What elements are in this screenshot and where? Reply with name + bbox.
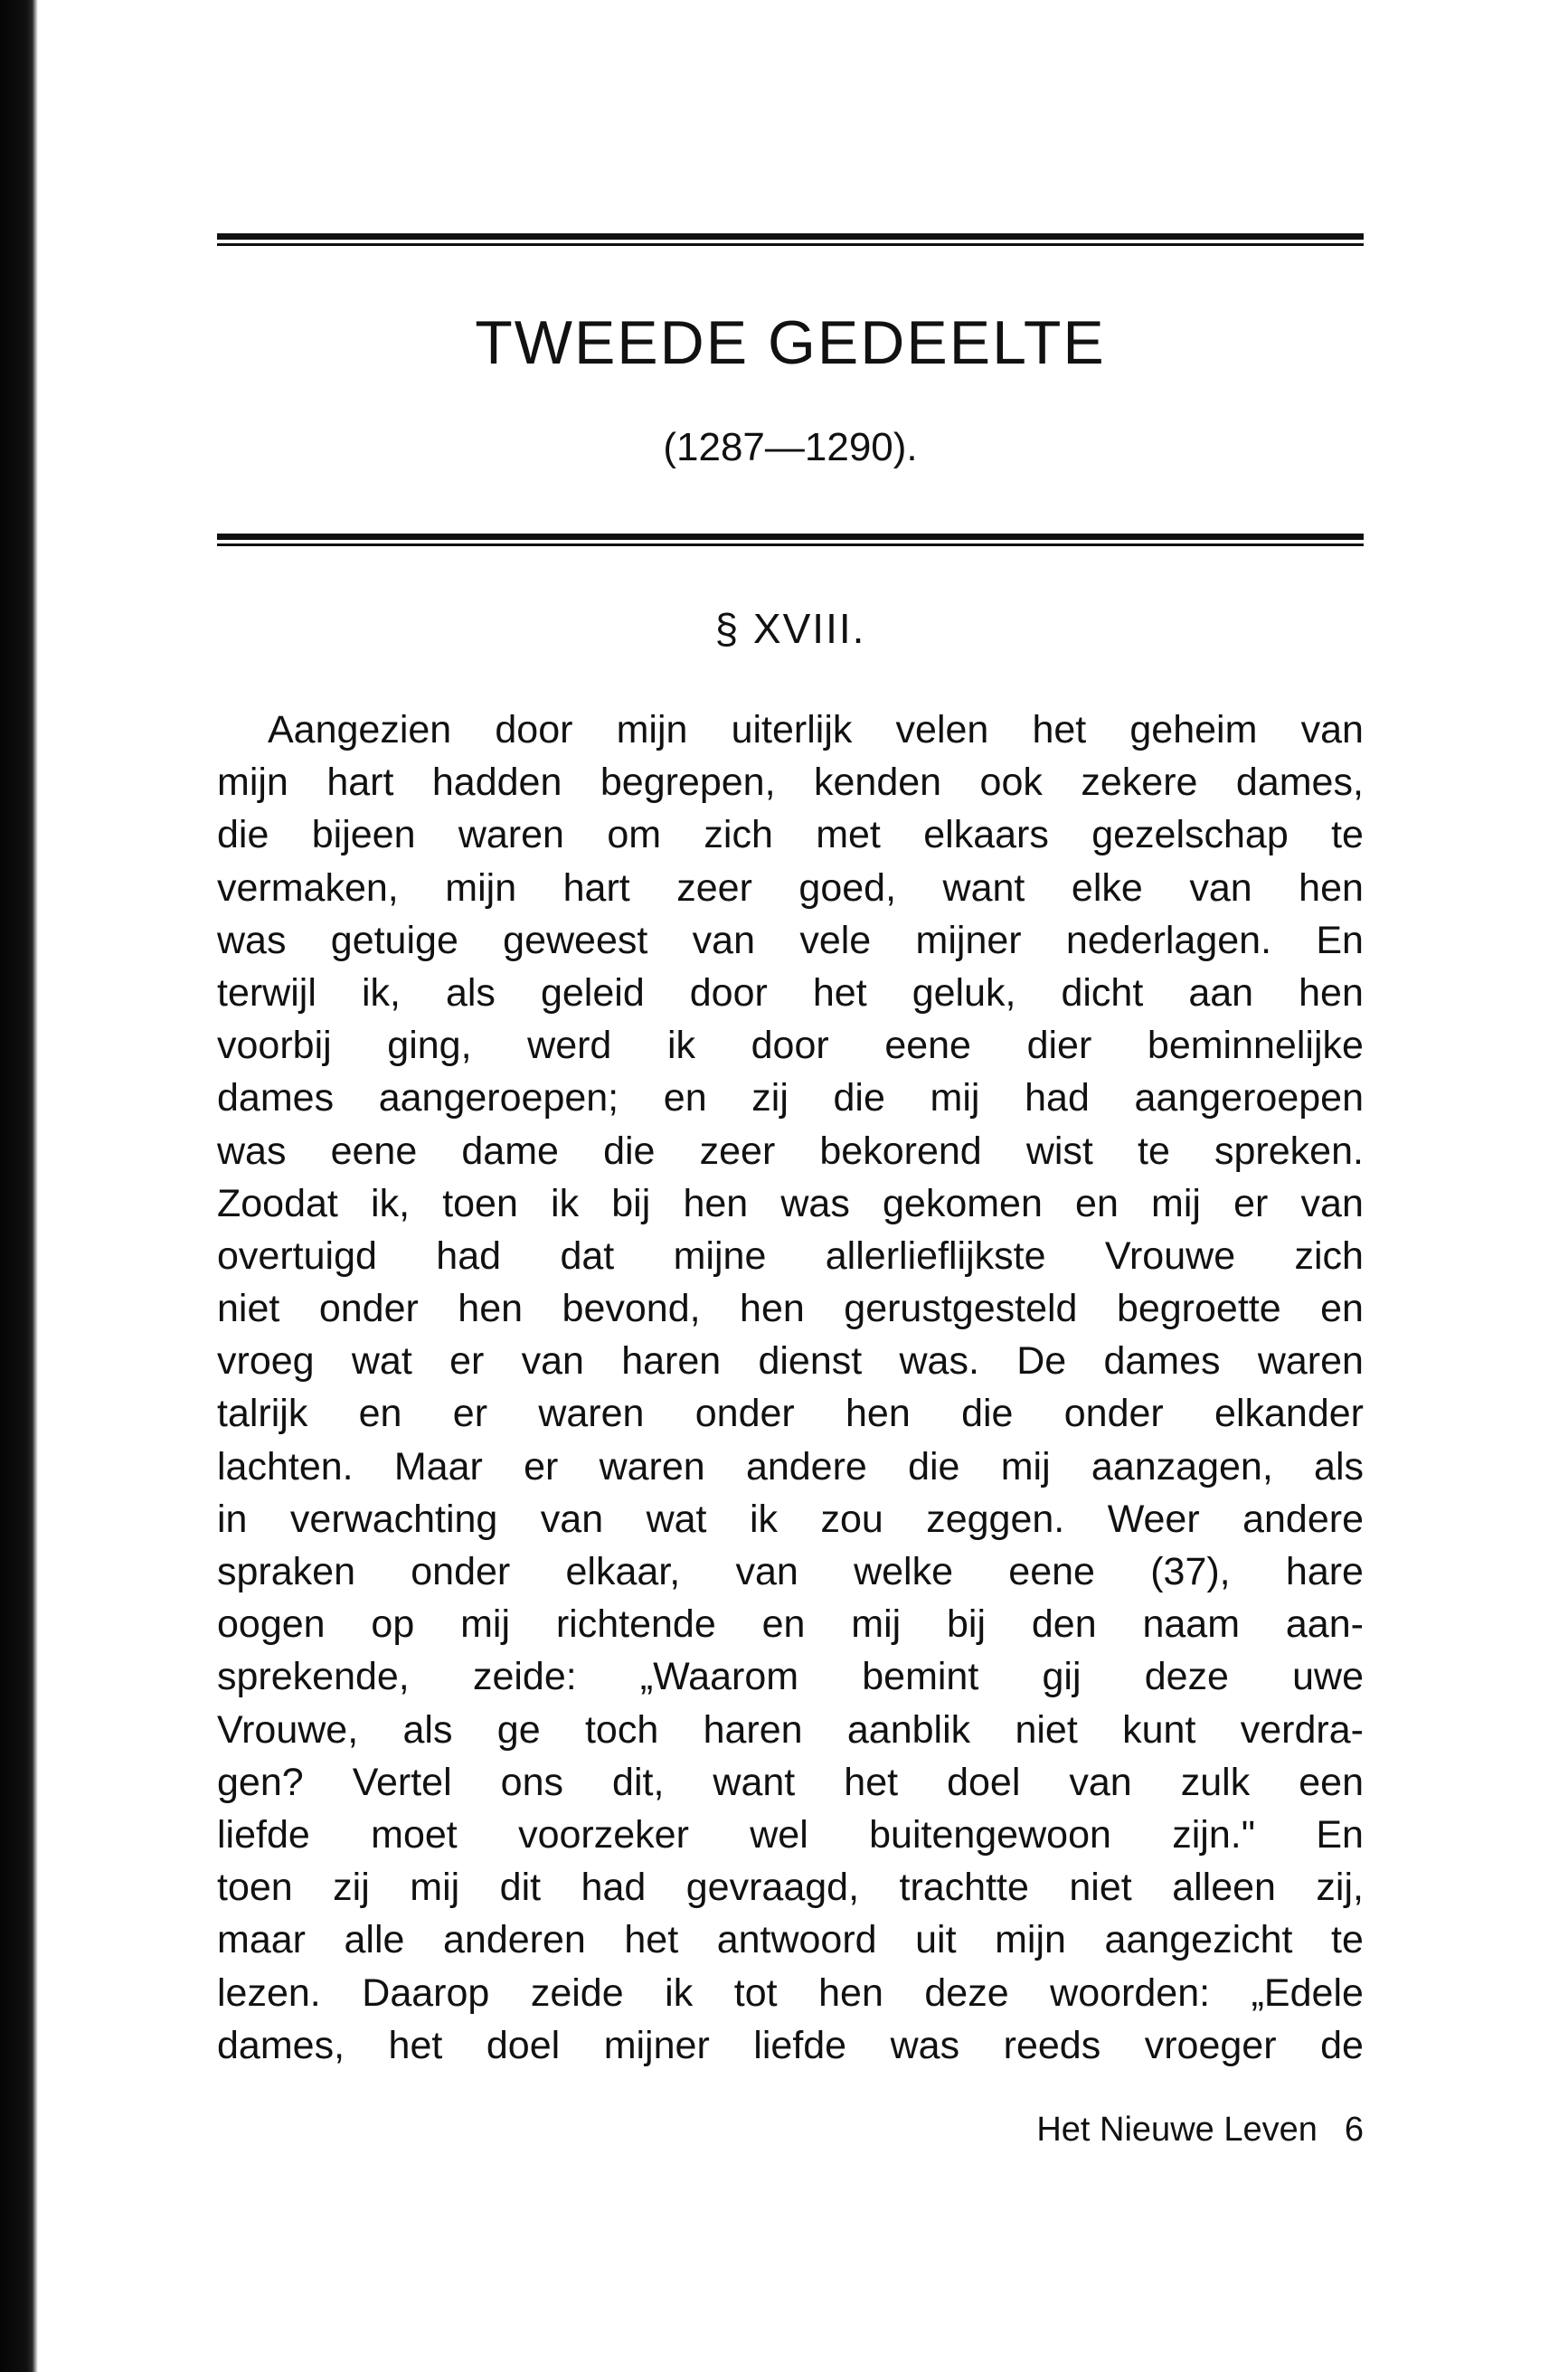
word: voorzeker xyxy=(518,1812,689,1857)
word: En xyxy=(1316,1812,1364,1857)
word: En xyxy=(1316,918,1364,962)
word: deze xyxy=(1144,1655,1229,1699)
word: (37), xyxy=(1150,1550,1231,1593)
word: dames xyxy=(217,1076,335,1120)
word: goed, xyxy=(798,865,897,910)
word: onder xyxy=(411,1550,511,1593)
footer-signature: Het Nieuwe Leven xyxy=(1036,2111,1318,2149)
word: aan xyxy=(1188,970,1254,1015)
word: gezelschap xyxy=(1091,813,1289,857)
word: die xyxy=(908,1444,960,1488)
text-line xyxy=(217,704,1364,756)
word: reeds xyxy=(1003,2023,1101,2067)
word: uiterlijk xyxy=(731,708,853,751)
word: zich xyxy=(704,813,773,857)
word: Vertel xyxy=(352,1760,452,1804)
word: er xyxy=(449,1339,485,1384)
word: door xyxy=(495,708,573,751)
word: zou xyxy=(820,1497,883,1541)
word: hen xyxy=(458,1287,524,1331)
word: geheim xyxy=(1129,708,1258,751)
word: toch xyxy=(584,1707,659,1752)
word: en xyxy=(1320,1287,1364,1331)
word: gen? xyxy=(217,1760,304,1804)
word: den xyxy=(1031,1602,1097,1647)
word: Vrouwe xyxy=(1104,1233,1236,1278)
word: die xyxy=(961,1392,1014,1436)
body-paragraph xyxy=(217,704,1364,2072)
word: dames xyxy=(1103,1339,1221,1384)
word: dier xyxy=(1026,1024,1092,1068)
word: aanzagen, xyxy=(1091,1444,1273,1488)
word: bekorend xyxy=(819,1129,982,1173)
word: verwachting xyxy=(289,1497,498,1541)
word: elke xyxy=(1071,865,1143,910)
word: trachtte xyxy=(899,1866,1029,1910)
word: zeggen. xyxy=(926,1497,1065,1541)
part-dates: (1287—1290). xyxy=(663,425,918,469)
word: tot xyxy=(733,1970,778,2015)
word: geleid xyxy=(540,970,645,1015)
word: van xyxy=(692,918,755,962)
text-line xyxy=(217,1650,1364,1703)
word: hadden xyxy=(431,761,562,805)
word: mij xyxy=(851,1602,902,1647)
word: om xyxy=(607,813,662,857)
word: zij, xyxy=(1316,1866,1364,1910)
top-double-rule xyxy=(217,233,1364,246)
word: zeide: xyxy=(472,1655,577,1699)
text-line xyxy=(217,1072,1364,1124)
word: mijn xyxy=(995,1918,1066,1962)
word: en xyxy=(663,1076,707,1120)
part-title: TWEEDE GEDEELTE xyxy=(475,308,1106,377)
word: overtuigd xyxy=(217,1233,377,1278)
word: getuige xyxy=(330,918,458,962)
word: ik xyxy=(749,1497,778,1541)
text-line xyxy=(217,1809,1364,1861)
word: er xyxy=(1233,1181,1269,1225)
word: als xyxy=(402,1707,453,1752)
word: het xyxy=(812,970,867,1015)
word: werd xyxy=(527,1024,612,1068)
word: maar xyxy=(217,1918,306,1962)
word: die xyxy=(603,1129,656,1173)
word: beminnelijke xyxy=(1147,1024,1364,1068)
word: kunt xyxy=(1122,1707,1196,1752)
word: mijner xyxy=(915,918,1022,962)
word: het xyxy=(1032,708,1087,751)
word: gevraagd, xyxy=(685,1866,860,1910)
text-line xyxy=(217,1019,1364,1072)
word: alle xyxy=(344,1918,405,1962)
word: niet xyxy=(1069,1866,1132,1910)
word: het xyxy=(388,2023,443,2067)
word: hen xyxy=(1299,970,1364,1015)
word: waren xyxy=(538,1392,645,1436)
word: door xyxy=(689,970,768,1015)
word: van xyxy=(735,1550,798,1593)
word: hen xyxy=(740,1287,805,1331)
word: hen xyxy=(818,1970,883,2015)
word: toen xyxy=(217,1866,293,1910)
word: hen xyxy=(845,1392,911,1436)
word: zich xyxy=(1294,1233,1364,1278)
word: en xyxy=(1075,1181,1119,1225)
word: hart xyxy=(326,761,394,805)
word: liefde xyxy=(217,1812,310,1857)
word: als xyxy=(1314,1444,1364,1488)
rule-thick xyxy=(217,534,1364,540)
rule-thin xyxy=(217,543,1364,546)
word: velen xyxy=(895,708,989,751)
text-line xyxy=(217,1704,1364,1756)
word: van xyxy=(521,1339,584,1384)
word: zeer xyxy=(676,865,752,910)
word: uit xyxy=(915,1918,957,1962)
word: was xyxy=(217,918,287,962)
word: had xyxy=(436,1233,502,1278)
word: ik xyxy=(665,1970,694,2015)
word: ik xyxy=(551,1181,580,1225)
word: moet xyxy=(371,1812,458,1857)
word: zeer xyxy=(699,1129,776,1173)
word: Vrouwe, xyxy=(217,1707,359,1752)
word: in xyxy=(217,1497,248,1541)
word: die xyxy=(833,1076,885,1120)
word: hen xyxy=(683,1181,749,1225)
word: allerlieflijkste xyxy=(825,1233,1046,1278)
word: dames, xyxy=(1235,761,1364,805)
word: bij xyxy=(947,1602,987,1647)
text-line xyxy=(217,1861,1364,1914)
rule-thick xyxy=(217,233,1364,240)
word: het xyxy=(624,1918,679,1962)
word: andere xyxy=(745,1444,867,1488)
word: elkaar, xyxy=(565,1550,681,1593)
word: mijn xyxy=(445,865,517,910)
word: aangeroepen; xyxy=(378,1076,619,1120)
word: vroeger xyxy=(1144,2023,1277,2067)
word: was xyxy=(890,2023,960,2067)
word: mij xyxy=(1000,1444,1051,1488)
word: lachten. xyxy=(217,1444,354,1488)
text-line xyxy=(217,1335,1364,1387)
word: zeide xyxy=(530,1970,624,2015)
word: terwijl xyxy=(217,970,316,1015)
text-line xyxy=(217,1545,1364,1598)
word: lezen. xyxy=(217,1970,321,2015)
word: dames, xyxy=(217,2023,345,2067)
word: mij xyxy=(1151,1181,1201,1225)
word: aan- xyxy=(1285,1602,1364,1647)
word: zulk xyxy=(1180,1760,1251,1804)
text-line xyxy=(217,1177,1364,1230)
bottom-double-rule xyxy=(217,534,1364,546)
word: waren xyxy=(599,1444,705,1488)
word: naam xyxy=(1142,1602,1241,1647)
word: De xyxy=(1016,1339,1067,1384)
word: Aangezien xyxy=(268,708,452,751)
text-line xyxy=(217,1493,1364,1545)
word: deze xyxy=(924,1970,1009,2015)
page-footer xyxy=(1036,2111,1364,2150)
word: uwe xyxy=(1292,1655,1364,1699)
word: de xyxy=(1320,2023,1364,2067)
word: mij xyxy=(410,1866,460,1910)
word: hare xyxy=(1285,1550,1364,1593)
text-line xyxy=(217,1967,1364,2019)
word: geluk, xyxy=(912,970,1016,1015)
word: geweest xyxy=(503,918,648,962)
word: vroeg xyxy=(217,1339,315,1384)
word: dit, xyxy=(612,1760,665,1804)
word: ik xyxy=(666,1024,696,1068)
word: als xyxy=(445,970,496,1015)
word: te xyxy=(1331,1918,1364,1962)
word: op xyxy=(371,1602,415,1647)
word: Maar xyxy=(393,1444,483,1488)
word: liefde xyxy=(753,2023,847,2067)
word: hen xyxy=(1299,865,1364,910)
word: had xyxy=(581,1866,647,1910)
word: begrepen, xyxy=(600,761,776,805)
word: Weer xyxy=(1107,1497,1200,1541)
word: die xyxy=(217,813,269,857)
word: waren xyxy=(1257,1339,1364,1384)
word: mijne xyxy=(673,1233,767,1278)
word: eene xyxy=(884,1024,971,1068)
word: was xyxy=(217,1129,287,1173)
text-line xyxy=(217,862,1364,914)
word: haren xyxy=(703,1707,803,1752)
word: er xyxy=(452,1392,488,1436)
word: mij xyxy=(460,1602,511,1647)
word: met xyxy=(816,813,881,857)
word: wel xyxy=(750,1812,808,1857)
word: „Edele xyxy=(1251,1970,1364,2015)
word: alleen xyxy=(1172,1866,1276,1910)
word: gij xyxy=(1042,1655,1082,1699)
word: haren xyxy=(621,1339,722,1384)
word: voorbij xyxy=(217,1024,332,1068)
word: aangeroepen xyxy=(1134,1076,1364,1120)
word: mijn xyxy=(616,708,688,751)
word: antwoord xyxy=(716,1918,877,1962)
word: richtende xyxy=(555,1602,716,1647)
word: verdra- xyxy=(1240,1707,1364,1752)
text-line xyxy=(217,1598,1364,1650)
word: mij xyxy=(930,1076,980,1120)
word: want xyxy=(713,1760,796,1804)
word: wist xyxy=(1025,1129,1093,1173)
word: van xyxy=(1189,865,1252,910)
text-line xyxy=(217,2019,1364,2072)
word: ging, xyxy=(387,1024,472,1068)
word: dicht xyxy=(1061,970,1144,1015)
word: niet xyxy=(217,1287,280,1331)
word: dienst xyxy=(758,1339,863,1384)
word: woorden: xyxy=(1050,1970,1211,2015)
rule-thin xyxy=(217,243,1364,246)
text-line xyxy=(217,1230,1364,1282)
word: bemint xyxy=(862,1655,979,1699)
word: wat xyxy=(351,1339,412,1384)
word: want xyxy=(942,865,1025,910)
word: onder xyxy=(1063,1392,1164,1436)
word: nederlagen. xyxy=(1065,918,1272,962)
word: ge xyxy=(496,1707,541,1752)
word: elkaars xyxy=(923,813,1049,857)
text-line xyxy=(217,808,1364,861)
word: dame xyxy=(461,1129,559,1173)
word: spreken. xyxy=(1214,1129,1364,1173)
word: van xyxy=(1069,1760,1132,1804)
word: gekomen xyxy=(882,1181,1043,1225)
word: wat xyxy=(646,1497,707,1541)
text-line xyxy=(217,1756,1364,1809)
word: spraken xyxy=(217,1550,355,1593)
word: hart xyxy=(562,865,630,910)
text-line xyxy=(217,756,1364,808)
word: niet xyxy=(1015,1707,1078,1752)
text-line xyxy=(217,1441,1364,1493)
text-line xyxy=(217,914,1364,967)
word: vermaken, xyxy=(217,865,399,910)
word: zij xyxy=(333,1866,370,1910)
book-binding-edge xyxy=(0,0,38,2372)
text-line xyxy=(217,1387,1364,1440)
word: ik, xyxy=(361,970,401,1015)
word: te xyxy=(1331,813,1364,857)
word: Daarop xyxy=(362,1970,490,2015)
word: mijn xyxy=(217,761,288,805)
word: dit xyxy=(499,1866,542,1910)
word: ook xyxy=(979,761,1043,805)
word: oogen xyxy=(217,1602,326,1647)
word: waren xyxy=(458,813,564,857)
word: ons xyxy=(500,1760,564,1804)
sheet-number: 6 xyxy=(1344,2111,1364,2149)
text-line xyxy=(217,967,1364,1019)
text-line xyxy=(217,1125,1364,1177)
word: doel xyxy=(947,1760,1021,1804)
word: welke xyxy=(854,1550,954,1593)
section-heading: § XVIII. xyxy=(714,605,866,652)
word: zij xyxy=(751,1076,789,1120)
word: had xyxy=(1025,1076,1090,1120)
word: door xyxy=(751,1024,829,1068)
word: sprekende, xyxy=(217,1655,410,1699)
word: ik, xyxy=(371,1181,411,1225)
word: te xyxy=(1138,1129,1170,1173)
word: talrijk xyxy=(217,1392,308,1436)
word: van xyxy=(1300,1181,1364,1225)
word: van xyxy=(1300,708,1364,751)
word: bijeen xyxy=(311,813,416,857)
word: zijn." xyxy=(1172,1812,1255,1857)
word: gerustgesteld xyxy=(844,1287,1078,1331)
word: vele xyxy=(799,918,872,962)
word: bevond, xyxy=(562,1287,701,1331)
word: toen xyxy=(442,1181,518,1225)
word: elkander xyxy=(1214,1392,1364,1436)
word: mijner xyxy=(603,2023,710,2067)
word: onder xyxy=(318,1287,419,1331)
word: en xyxy=(358,1392,402,1436)
word: buitengewoon xyxy=(869,1812,1111,1857)
word: eene xyxy=(1008,1550,1095,1593)
word: „Waarom xyxy=(639,1655,799,1699)
word: andere xyxy=(1242,1497,1364,1541)
word: een xyxy=(1299,1760,1364,1804)
word: en xyxy=(761,1602,806,1647)
word: bij xyxy=(611,1181,651,1225)
word: aangezicht xyxy=(1104,1918,1293,1962)
word: Zoodat xyxy=(217,1181,338,1225)
word: zekere xyxy=(1081,761,1198,805)
word: kenden xyxy=(814,761,942,805)
word: begroette xyxy=(1116,1287,1281,1331)
word: dat xyxy=(560,1233,615,1278)
word: het xyxy=(844,1760,899,1804)
word: doel xyxy=(486,2023,561,2067)
word: was. xyxy=(899,1339,979,1384)
word: eene xyxy=(330,1129,418,1173)
word: er xyxy=(524,1444,559,1488)
word: aanblik xyxy=(846,1707,971,1752)
word: van xyxy=(540,1497,604,1541)
text-line xyxy=(217,1914,1364,1966)
text-line xyxy=(217,1282,1364,1335)
word: onder xyxy=(694,1392,795,1436)
word: anderen xyxy=(443,1918,586,1962)
word: was xyxy=(780,1181,850,1225)
